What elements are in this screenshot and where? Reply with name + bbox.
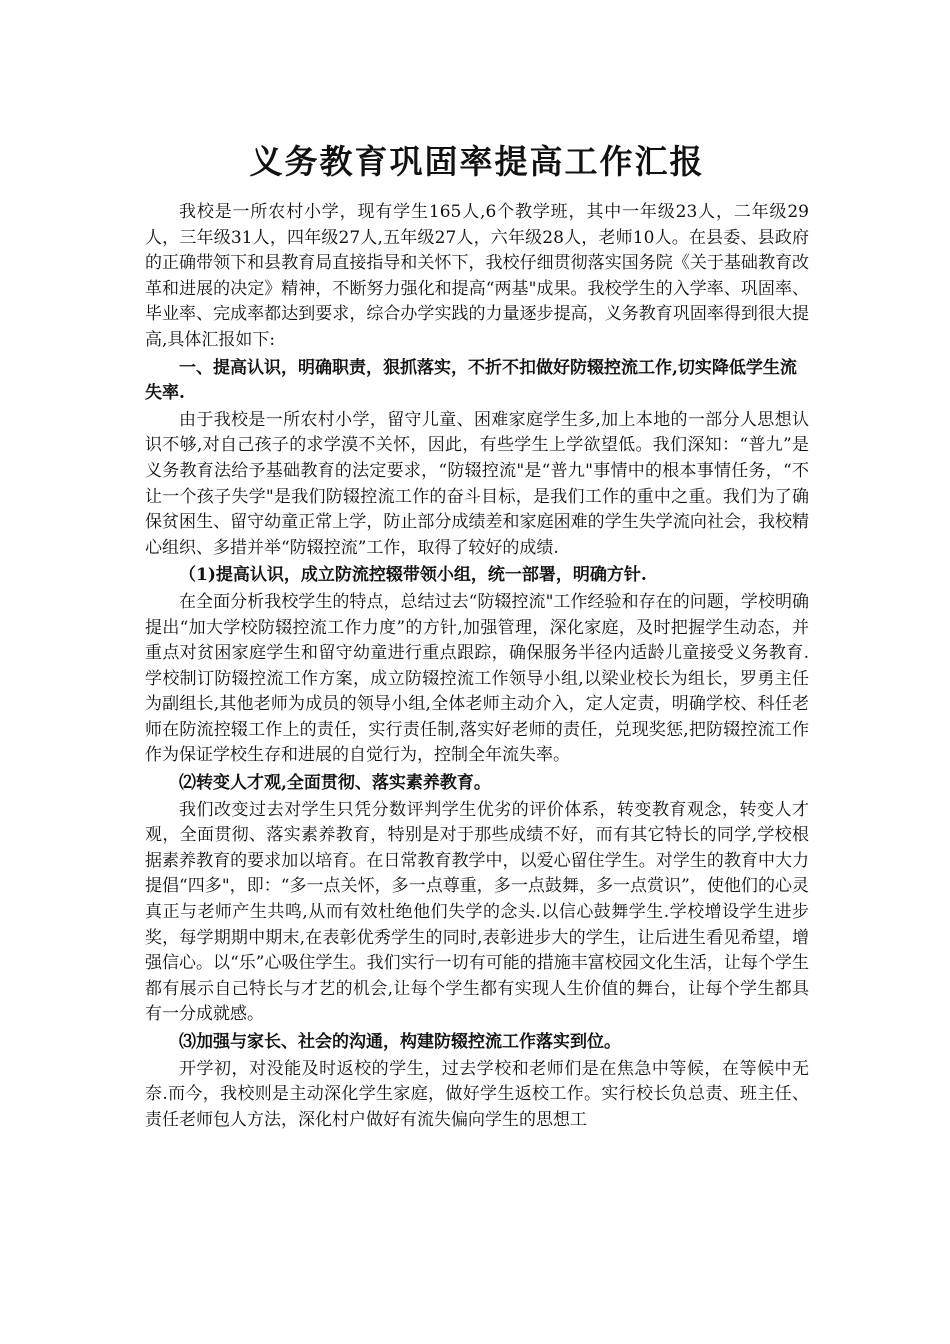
document-title: 义务教育巩固率提高工作汇报 [249,142,705,181]
intro-paragraph: 我校是一所农村小学，现有学生165人,6个教学班，其中一年级23人，二年级29人，三年级31人，四年级27人,五年级27人，六年级28人，老师10人。在县委、县政府的正确带领下和县教育局直接指导和关怀下，我校仔细贯彻落实国务院《关于基础教育改革和进展的决定》精神，不断努力强化和提高“两基"成果。我校学生的入学率、巩固率、毕业率、完成率都达到要求，综合办学实践的力量逐步提高，义务教育巩固率得到很大提高,具体汇报如下: [145,202,809,350]
subsection-2-paragraph: 我们改变过去对学生只凭分数评判学生优劣的评价体系，转变教育观念，转变人才观，全面贯彻、落实素养教育，特别是对于那些成绩不好，而有其它特长的同学,学校根据素养教育的要求加以培育。在日常教育教学中，以爱心留住学生。对学生的教育中大力提倡“四多"，即：“多一点关怀，多一点尊重，多一点鼓舞，多一点赏识”，使他们的心灵真正与老师产生共鸣,从而有效杜绝他们失学的念头.以信心鼓舞学生.学校增设学生进步奖，每学期期中期末,在表彰优秀学生的同时,表彰进步大的学生，让后进生看见希望，增强信心。以“乐”心吸住学生。我们实行一切有可能的措施丰富校园文化生活，让每个学生都有展示自己特长与才艺的机会,让每个学生都有实现人生价值的舞台，让每个学生都具有一分成就感。 [145,799,809,1025]
subsection-heading-1: （1)提高认识，成立防流控辍带领小组，统一部署，明确方针. [179,565,647,586]
section-heading-1: 一、提高认识，明确职责，狠抓落实，不折不扣做好防辍控流工作,切实降低学生流失率. [145,357,797,404]
subsection-heading-3: ⑶加强与家长、社会的沟通，构建防辍控流工作落实到位。 [179,1032,621,1052]
document-body [145,138,809,1133]
subsection-3-paragraph: 开学初，对没能及时返校的学生，过去学校和老师们是在焦急中等候，在等候中无奈.而今，我校则是主动深化学生家庭，做好学生返校工作。实行校长负总责、班主任、责任老师包人方法，深化村户做好有流失偏向学生的思想工 [145,1058,809,1130]
subsection-1-paragraph: 在全面分析我校学生的特点，总结过去“防辍控流"工作经验和存在的问题，学校明确提出“加大学校防辍控流工作力度”的方针,加强管理，深化家庭，及时把握学生动态，并重点对贫困家庭学生和留守幼童进行重点跟踪，确保服务半径内适龄儿童接受义务教育.学校制订防辍控流工作方案，成立防辍控流工作领导小组,以梁业校长为组长，罗勇主任为副组长,其他老师为成员的领导小组,全体老师主动介入，定人定责，明确学校、科任老师在防流控辍工作上的责任，实行责任制,落实好老师的责任，兑现奖惩,把防辍控流工作作为保证学校生存和进展的自觉行为，控制全年流失率。 [145,591,809,766]
subsection-heading-2: ⑵转变人才观,全面贯彻、落实素养教育。 [179,773,491,794]
section-1-paragraph: 由于我校是一所农村小学，留守儿童、困难家庭学生多,加上本地的一部分人思想认识不够,对自己孩子的求学漠不关怀，因此，有些学生上学欲望低。我们深知：“普九”是义务教育法给予基础教育的法定要求，“防辍控流"是“普九"事情中的根本事情任务，“不让一个孩子失学"是我们防辍控流工作的奋斗目标，是我们工作的重中之重。我们为了确保贫困生、留守幼童正常上学，防止部分成绩差和家庭困难的学生失学流向社会，我校精心组织、多措并举“防辍控流”工作，取得了较好的成绩. [145,409,809,558]
